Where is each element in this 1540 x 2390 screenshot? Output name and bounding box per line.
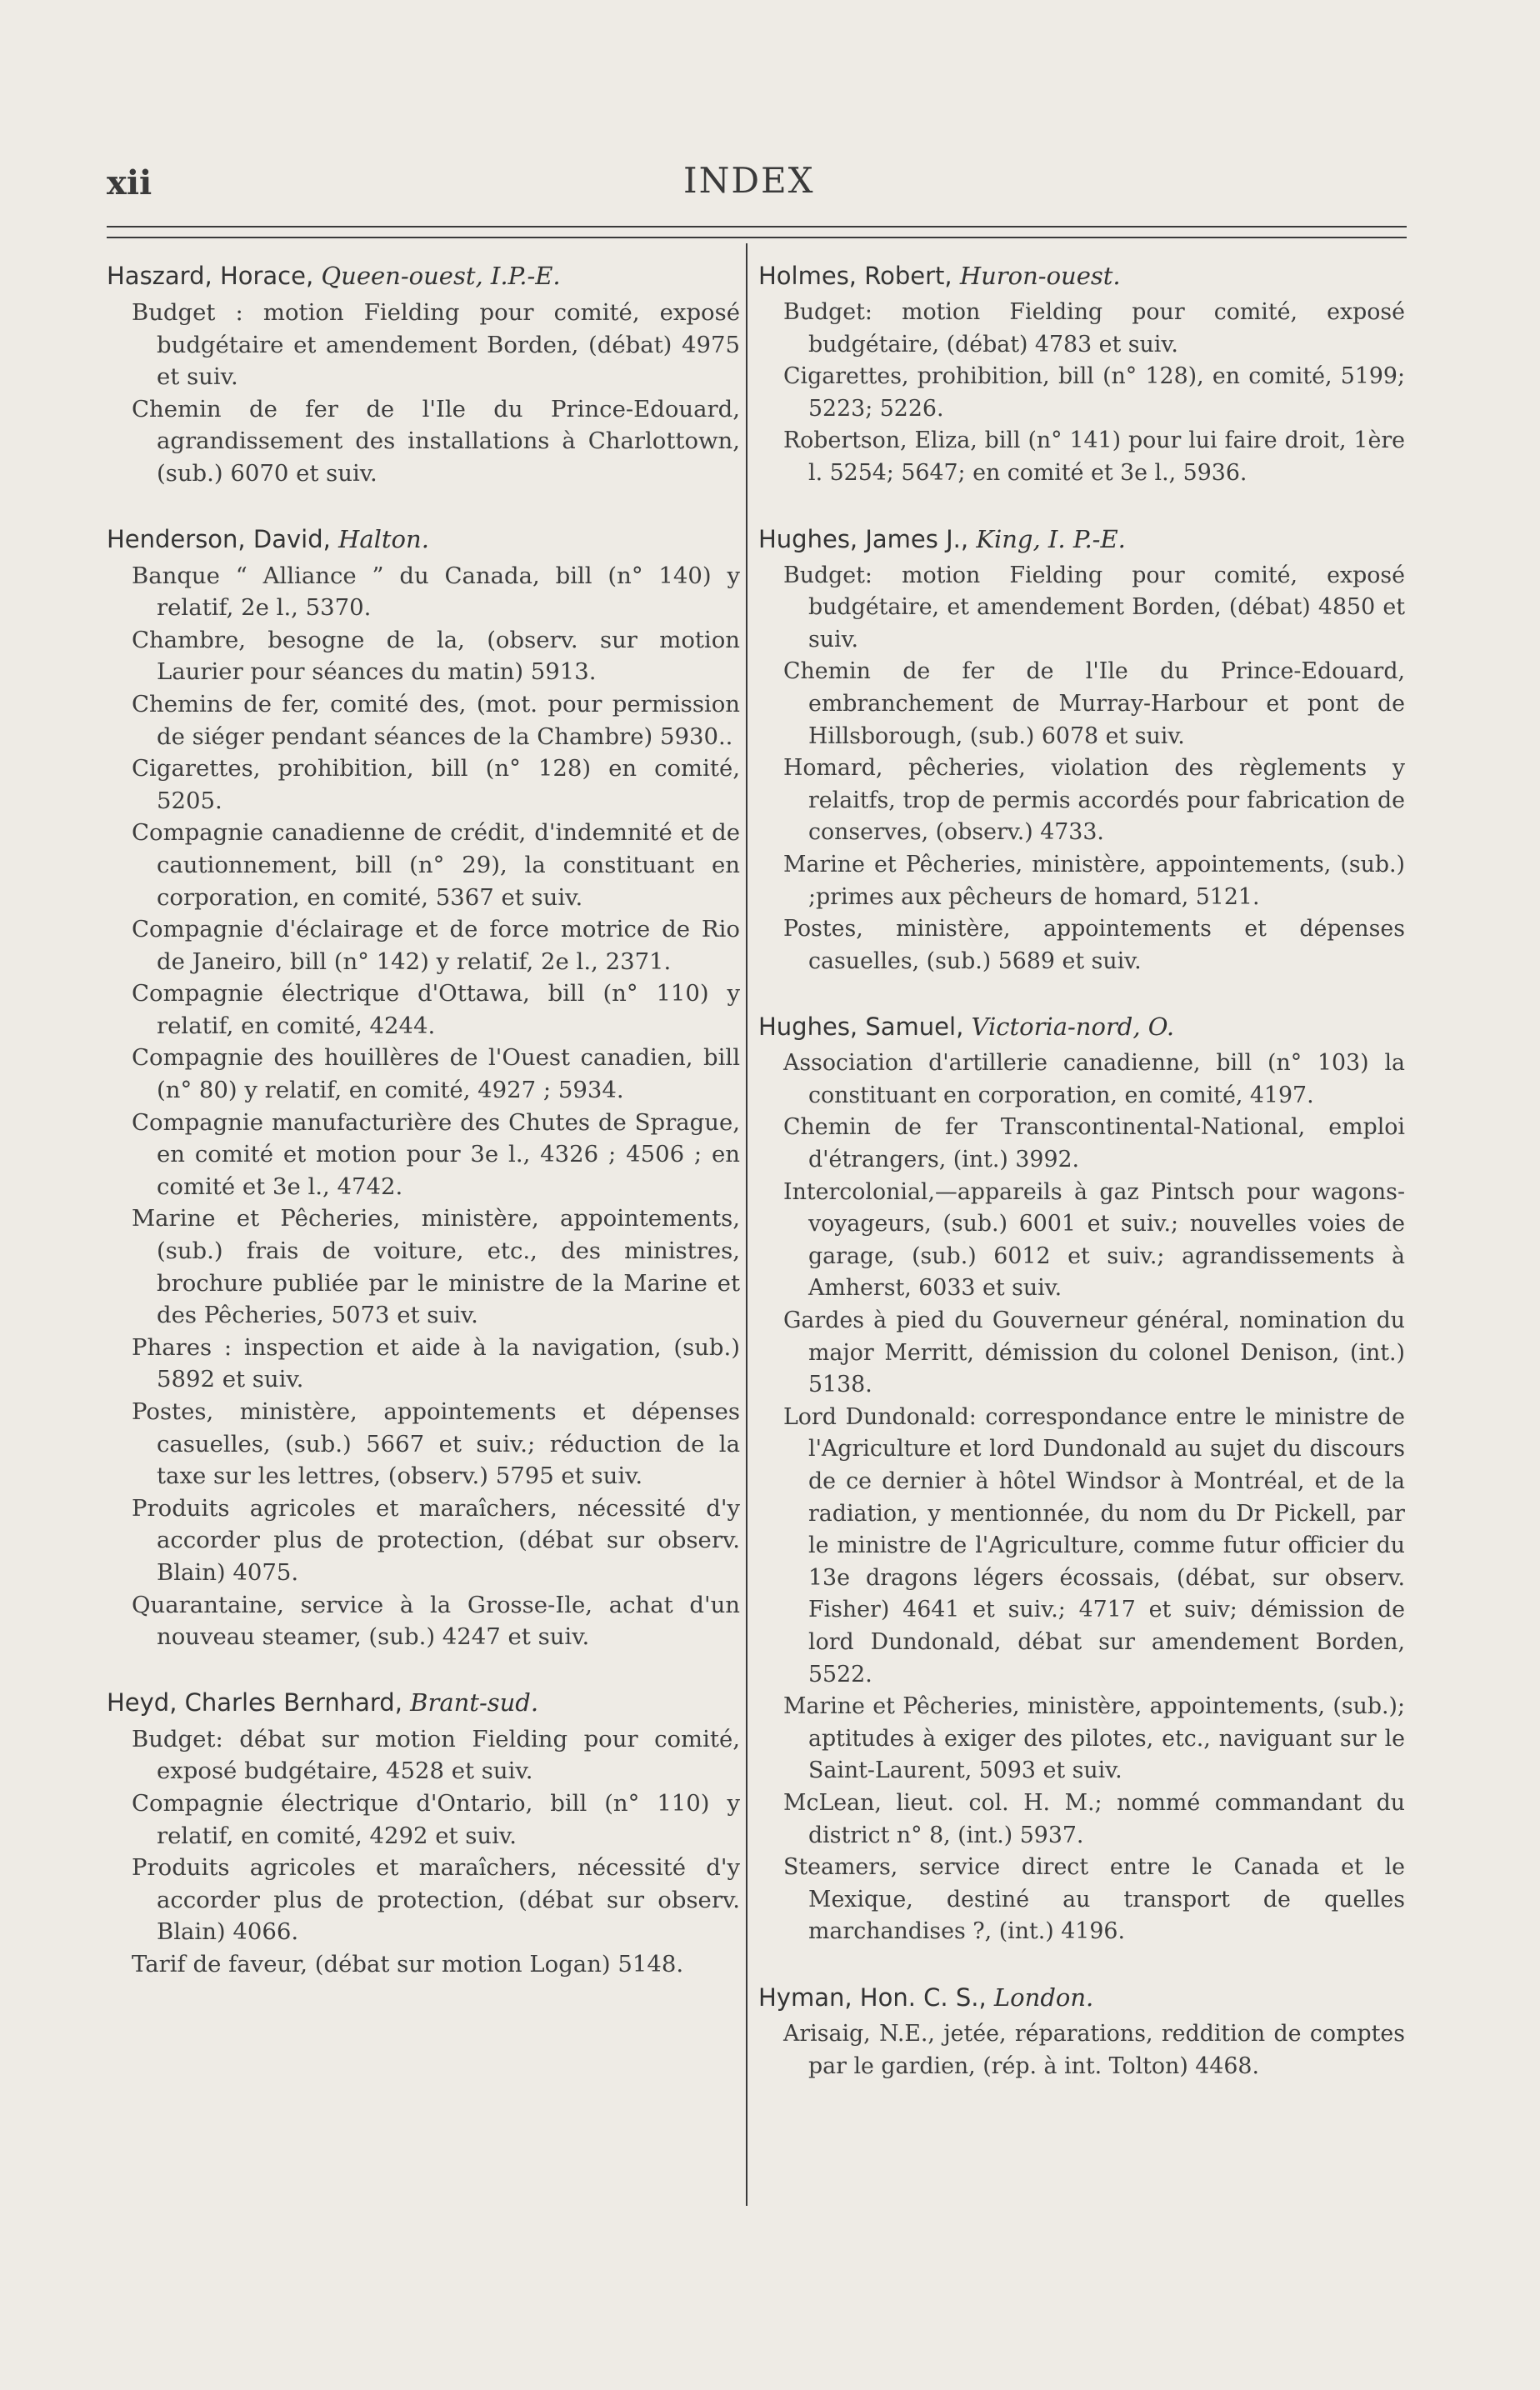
member-heading	[107, 523, 740, 555]
member-name: Hughes, James J.,	[758, 524, 969, 553]
header-rule	[107, 226, 1407, 228]
index-entry: Produits agricoles et maraîchers, nécessité d'y accorder plus de protection, (débat sur observ. Blain) 4066.	[132, 1854, 740, 1946]
page-number: xii	[107, 163, 152, 202]
member-heading	[758, 1982, 1405, 2013]
member-name: Heyd, Charles Bernhard,	[107, 1688, 402, 1717]
member-heading	[107, 260, 740, 292]
index-entry: Chambre, besogne de la, (observ. sur motion Laurier pour séances du matin) 5913.	[132, 626, 740, 686]
index-entry: Intercolonial,—appareils à gaz Pintsch pour wagons-voyageurs, (sub.) 6001 et suiv.; nouvelles voies de garage, (sub.) 6012 et suiv.; agrandissements à Amherst, 6033 et suiv.	[783, 1178, 1405, 1302]
member-heading	[758, 1011, 1405, 1042]
index-entry: Chemin de fer de l'Ile du Prince-Edouard, agrandissement des installations à Charlottown, (sub.) 6070 et suiv.	[132, 395, 740, 487]
index-entry: Chemins de fer, comité des, (mot. pour permission de siéger pendant séances de la Chambre) 5930..	[132, 690, 740, 750]
member-riding: Huron-ouest.	[959, 262, 1121, 290]
header-rule	[107, 237, 1407, 238]
index-member-block	[107, 523, 740, 1653]
member-heading	[107, 1687, 740, 1718]
index-entry: Marine et Pêcheries, ministère, appointements, (sub.); aptitudes à exiger des pilotes, etc., naviguant sur le Saint-Laurent, 5093 et suiv.	[783, 1693, 1405, 1784]
index-member-block	[107, 260, 740, 490]
right-column	[758, 260, 1405, 2116]
index-entry: Postes, ministère, appointements et dépenses casuelles, (sub.) 5689 et suiv.	[783, 916, 1405, 974]
index-entry: Budget : motion Fielding pour comité, exposé budgétaire et amendement Borden, (débat) 4975 et suiv.	[132, 299, 740, 391]
index-entry: Steamers, service direct entre le Canada et le Mexique, destiné au transport de quelles marchandises ?, (int.) 4196.	[783, 1854, 1405, 1945]
index-entry: Compagnie manufacturière des Chutes de Sprague, en comité et motion pour 3e l., 4326 ; 4506 ; en comité et 3e l., 4742.	[132, 1108, 740, 1200]
index-entry: Robertson, Eliza, bill (n° 141) pour lui faire droit, 1ère l. 5254; 5647; en comité et 3e l., 5936.	[783, 428, 1405, 486]
index-entry: Marine et Pêcheries, ministère, appointements, (sub.) ;primes aux pêcheurs de homard, 5121.	[783, 851, 1405, 910]
index-entry: Banque “ Alliance ” du Canada, bill (n° 140) y relatif, 2e l., 5370.	[132, 562, 740, 622]
member-riding: London.	[993, 1982, 1094, 2012]
member-riding: King, I. P.-E.	[976, 524, 1126, 553]
member-riding: Queen-ouest, I.P.-E.	[321, 262, 561, 290]
index-entry: Quarantaine, service à la Grosse-Ile, achat d'un nouveau steamer, (sub.) 4247 et suiv.	[132, 1591, 740, 1651]
index-entry: Phares : inspection et aide à la navigation, (sub.) 5892 et suiv.	[132, 1333, 740, 1393]
index-entry: McLean, lieut. col. H. M.; nommé commandant du district n° 8, (int.) 5937.	[783, 1789, 1405, 1848]
index-member-block	[107, 1687, 740, 1981]
index-member-block	[758, 1982, 1405, 2082]
index-member-block	[758, 1011, 1405, 1948]
member-name: Hyman, Hon. C. S.,	[758, 1982, 987, 2012]
index-entry: Lord Dundonald: correspondance entre le ministre de l'Agriculture et lord Dundonald au sujet du discours de ce dernier à hôtel Windsor à Montréal, et de la radiation, y mentionnée, du nom du Dr Pickell, par le ministre de l'Agriculture, comme futur officier du 13e dragons légers écossais, (débat, sur observ. Fisher) 4641 et suiv.; 4717 et suiv; démission de lord Dundonald, débat sur amendement Borden, 5522.	[783, 1403, 1405, 1688]
index-entry: Compagnie électrique d'Ottawa, bill (n° 110) y relatif, en comité, 4244.	[132, 980, 740, 1039]
index-entry: Arisaig, N.E., jetée, réparations, reddition de comptes par le gardien, (rép. à int. Tolton) 4468.	[783, 2020, 1405, 2079]
left-column	[107, 260, 740, 2014]
index-entry: Association d'artillerie canadienne, bill (n° 103) la constituant en corporation, en comité, 4197.	[783, 1050, 1405, 1108]
member-name: Henderson, David,	[107, 524, 331, 553]
index-entry: Cigarettes, prohibition, bill (n° 128) en comité, 5205.	[132, 755, 740, 814]
index-member-block	[758, 523, 1405, 978]
member-riding: Brant-sud.	[410, 1688, 539, 1717]
index-entry: Budget: débat sur motion Fielding pour comité, exposé budgétaire, 4528 et suiv.	[132, 1725, 740, 1785]
index-member-block	[758, 260, 1405, 490]
column-divider	[746, 243, 748, 2206]
index-entry: Cigarettes, prohibition, bill (n° 128), en comité, 5199; 5223; 5226.	[783, 363, 1405, 422]
index-entry: Marine et Pêcheries, ministère, appointements, (sub.) frais de voiture, etc., des ministres, brochure publiée par le ministre de la Marine et des Pêcheries, 5073 et suiv.	[132, 1205, 740, 1329]
index-entry: Produits agricoles et maraîchers, nécessité d'y accorder plus de protection, (débat sur observ. Blain) 4075.	[132, 1494, 740, 1586]
index-entry: Compagnie d'éclairage et de force motrice de Rio de Janeiro, bill (n° 142) y relatif, 2e l., 2371.	[132, 916, 740, 975]
index-entry: Chemin de fer Transcontinental-National, emploi d'étrangers, (int.) 3992.	[783, 1114, 1405, 1173]
member-heading	[758, 523, 1405, 555]
index-entry: Tarif de faveur, (débat sur motion Logan) 5148.	[132, 1950, 684, 1978]
index-entry: Compagnie canadienne de crédit, d'indemnité et de cautionnement, bill (n° 29), la constituant en corporation, en comité, 5367 et suiv.	[132, 819, 740, 911]
index-entry: Budget: motion Fielding pour comité, exposé budgétaire, et amendement Borden, (débat) 4850 et suiv.	[783, 562, 1405, 652]
index-entry: Postes, ministère, appointements et dépenses casuelles, (sub.) 5667 et suiv.; réduction de la taxe sur les lettres, (observ.) 5795 et suiv.	[132, 1398, 740, 1490]
member-riding: Halton.	[338, 524, 429, 553]
member-name: Holmes, Robert,	[758, 262, 952, 290]
index-entry: Homard, pêcheries, violation des règlements y relaitfs, trop de permis accordés pour fabrication de conserves, (observ.) 4733.	[783, 755, 1405, 846]
member-name: Hughes, Samuel,	[758, 1012, 964, 1042]
member-heading	[758, 260, 1405, 292]
member-name: Haszard, Horace,	[107, 262, 314, 290]
index-entry: Compagnie électrique d'Ontario, bill (n° 110) y relatif, en comité, 4292 et suiv.	[132, 1789, 740, 1849]
index-entry: Compagnie des houillères de l'Ouest canadien, bill (n° 80) y relatif, en comité, 4927 ; 5934.	[132, 1044, 740, 1104]
index-entry: Gardes à pied du Gouverneur général, nomination du major Merritt, démission du colonel Denison, (int.) 5138.	[783, 1308, 1405, 1398]
member-riding: Victoria-nord, O.	[971, 1012, 1175, 1042]
page-title: INDEX	[683, 160, 815, 201]
index-entry: Chemin de fer de l'Ile du Prince-Edouard, embranchement de Murray-Harbour et pont de Hillsborough, (sub.) 6078 et suiv.	[783, 658, 1405, 749]
index-entry: Budget: motion Fielding pour comité, exposé budgétaire, (débat) 4783 et suiv.	[783, 299, 1405, 358]
